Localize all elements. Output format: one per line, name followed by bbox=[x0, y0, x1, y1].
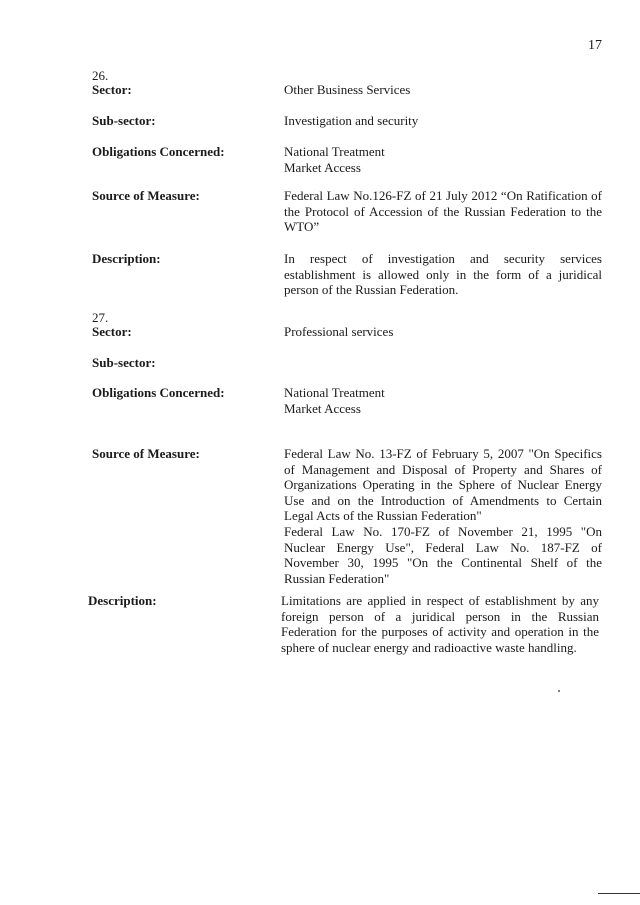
source-paragraph: Federal Law No. 13-FZ of February 5, 2007 "On Specifics of Management and Disposal of Property and Shares of Organizations Operating in the Sphere of Nuclear Energy Use and on the Introduction of Amendments to Certain Legal Acts of the Russian Federation" bbox=[284, 446, 602, 524]
entry-number: 27. bbox=[92, 310, 109, 325]
source-paragraph: Federal Law No. 170-FZ of November 21, 1995 "On Nuclear Energy Use", Federal Law No. 187-FZ of November 30, 1995 "On the Continental Shelf of the Russian Federation" bbox=[284, 523, 602, 586]
page-number: 17 bbox=[588, 38, 602, 53]
sector-label: Sector: bbox=[92, 82, 132, 97]
description-label: Description: bbox=[92, 251, 161, 266]
source-label: Source of Measure: bbox=[92, 188, 200, 203]
obligations-value bbox=[284, 144, 602, 175]
obligation-item: National Treatment bbox=[284, 144, 385, 159]
sector-value: Other Business Services bbox=[284, 82, 411, 97]
description-value: Limitations are applied in respect of establishment by any foreign person of a juridical person in the Russian Federation for the purposes of activity and operation in the sphere of nuclear energy and radioactive waste handling. bbox=[281, 593, 599, 655]
description-label: Description: bbox=[88, 593, 157, 608]
description-value: In respect of investigation and security services establishment is allowed only in the form of a juridical person of the Russian Federation. bbox=[284, 251, 602, 298]
source-value: Federal Law No.126-FZ of 21 July 2012 “On Ratification of the Protocol of Accession of the Russian Federation to the WTO” bbox=[284, 188, 602, 235]
source-label: Source of Measure: bbox=[92, 446, 200, 461]
entry-number: 26. bbox=[92, 68, 109, 83]
obligation-item: Market Access bbox=[284, 400, 361, 416]
obligation-item: Market Access bbox=[284, 159, 361, 175]
obligations-label: Obligations Concerned: bbox=[92, 144, 225, 159]
subsector-label: Sub-sector: bbox=[92, 113, 156, 128]
source-value bbox=[284, 446, 602, 586]
sector-value: Professional services bbox=[284, 324, 394, 339]
obligations-label: Obligations Concerned: bbox=[92, 385, 225, 400]
obligations-value bbox=[284, 385, 602, 416]
subsector-value: Investigation and security bbox=[284, 113, 419, 128]
obligation-item: National Treatment bbox=[284, 385, 385, 400]
sector-label: Sector: bbox=[92, 324, 132, 339]
scan-speck bbox=[558, 690, 560, 692]
subsector-label: Sub-sector: bbox=[92, 355, 156, 370]
scan-edge-line bbox=[598, 893, 640, 894]
